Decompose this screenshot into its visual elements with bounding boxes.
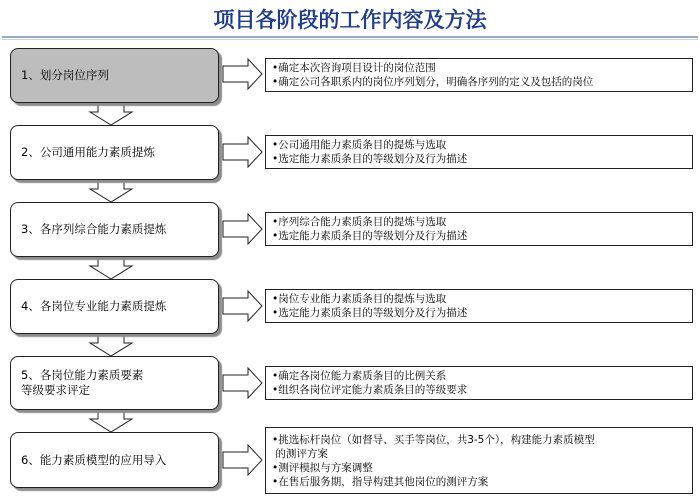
step-3-item-1: •序列综合能力素质条目的提炼与选取 bbox=[272, 216, 447, 228]
page-title: 项目各阶段的工作内容及方法 bbox=[213, 7, 487, 32]
step-label-3: 3、各序列综合能力素质提炼 bbox=[21, 222, 167, 236]
step-6-item-3: •在售后服务期，指导构建其他岗位的测评方案 bbox=[272, 475, 489, 488]
step-3-item-2: •选定能力素质条目的等级划分及行为描述 bbox=[272, 230, 468, 242]
down-arrow-5 bbox=[90, 410, 132, 432]
step-label-5: 5、各岗位能力素质要素 等级要求评定 bbox=[21, 368, 144, 397]
right-arrow-6 bbox=[223, 445, 262, 475]
step-description-6 bbox=[265, 427, 693, 494]
right-arrow-1 bbox=[223, 59, 262, 89]
step-description-1 bbox=[265, 58, 693, 92]
right-arrow-5 bbox=[223, 368, 262, 398]
step-label-4: 4、各岗位专业能力素质提炼 bbox=[21, 299, 167, 313]
down-arrow-4 bbox=[90, 334, 132, 356]
step-label-6: 6、能力素质模型的应用导入 bbox=[21, 452, 167, 467]
step-description-3 bbox=[265, 212, 693, 246]
step-box-5 bbox=[10, 356, 219, 410]
right-arrow-4 bbox=[223, 291, 262, 321]
step-box-6 bbox=[10, 432, 219, 488]
right-arrow-2 bbox=[223, 137, 262, 167]
step-box-4 bbox=[10, 279, 219, 334]
step-box-3 bbox=[10, 202, 219, 257]
step-description-4 bbox=[265, 289, 693, 323]
down-arrow-3 bbox=[90, 257, 132, 279]
step-6-item-2: •测评模拟与方案调整 bbox=[272, 461, 373, 474]
step-description-2 bbox=[265, 135, 693, 169]
step-2-item-1: •公司通用能力素质条目的提炼与选取 bbox=[272, 139, 447, 151]
down-arrow-1 bbox=[90, 103, 132, 125]
step-label-2: 2、公司通用能力素质提炼 bbox=[21, 145, 155, 159]
down-arrow-2 bbox=[90, 180, 132, 202]
step-4-item-2: •选定能力素质条目的等级划分及行为描述 bbox=[272, 307, 468, 319]
step-5-item-2: •组织各岗位评定能力素质条目的等级要求 bbox=[272, 384, 468, 396]
step-label-1: 1、划分岗位序列 bbox=[21, 68, 109, 82]
right-arrow-3 bbox=[223, 214, 262, 244]
step-description-5 bbox=[265, 366, 693, 400]
step-6-item-1: •挑选标杆岗位（如督导、买手等岗位，共3-5个），构建能力素质模型 的测评方案 bbox=[272, 433, 595, 460]
step-5-item-1: •确定各岗位能力素质条目的比例关系 bbox=[272, 370, 447, 382]
step-box-2 bbox=[10, 125, 219, 180]
step-4-item-1: •岗位专业能力素质条目的提炼与选取 bbox=[272, 293, 447, 305]
step-box-1 bbox=[10, 48, 219, 103]
step-2-item-2: •选定能力素质条目的等级划分及行为描述 bbox=[272, 153, 468, 165]
step-1-item-2: •确定公司各职系内的岗位序列划分，明确各序列的定义及包括的岗位 bbox=[272, 76, 594, 88]
step-1-item-1: •确定本次咨询项目设计的岗位范围 bbox=[272, 62, 436, 74]
